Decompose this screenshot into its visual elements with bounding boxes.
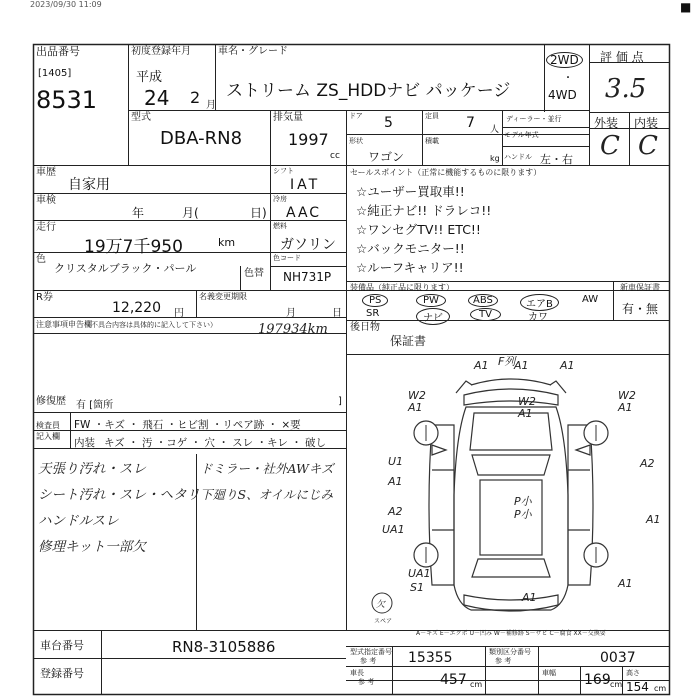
length-sub: 参 考 <box>358 678 375 686</box>
length-unit: cm <box>470 680 483 689</box>
length-label: 車長 <box>350 669 364 677</box>
name-change-month: 月 <box>286 308 296 319</box>
drive-4wd: 4WD <box>548 88 577 102</box>
equip-aw: AW <box>582 294 599 305</box>
mark-a1-rear-right: A1 <box>618 577 633 590</box>
inspector-label-bottom: 記入欄 <box>36 432 60 441</box>
mark-w2-right: W2 <box>618 389 636 402</box>
width-unit: cm <box>610 680 623 689</box>
remark: 修理キット一部欠 <box>38 539 146 555</box>
door-value: 5 <box>384 115 393 131</box>
mark-a1-left: A1 <box>408 401 423 414</box>
warranty-value: 有・無 <box>622 302 659 316</box>
remark: 天張り汚れ・スレ <box>38 461 146 477</box>
height-value: 154 <box>626 680 649 694</box>
rear-item-value: 保証書 <box>390 334 427 348</box>
mark-front-right: A1 <box>560 359 575 372</box>
width-value: 169 <box>584 672 611 688</box>
int-grade: C <box>638 131 658 161</box>
recycle-value: 12,220 <box>112 300 161 316</box>
remark: 下廻りS、オイルにじみ <box>200 487 333 502</box>
length-value: 457 <box>440 672 467 688</box>
sales-point: ☆純正ナビ!! ドラレコ!! <box>356 203 492 218</box>
score: 3.5 <box>605 74 647 104</box>
equip-kawa: カワ <box>528 312 548 323</box>
name-change-label: 名義変更期限 <box>199 292 247 301</box>
fuel-value: ガソリン <box>280 237 336 253</box>
history-label: 車歴 <box>36 167 56 178</box>
history-value: 自家用 <box>68 177 110 193</box>
sales-points-label: セールスポイント（正常に機能するものに限ります） <box>350 168 542 177</box>
inspector-label-top: 検査員 <box>36 421 60 430</box>
dealer-label: ディーラー・並行 <box>506 115 562 123</box>
car-name: ストリーム ZS_HDDナビ パッケージ <box>226 81 511 101</box>
sales-point: ☆バックモニター!! <box>356 241 465 256</box>
door-label: ドア <box>349 112 363 120</box>
chassis-label: 車台番号 <box>40 639 84 652</box>
color-value: クリスタルブラック・パール <box>54 262 197 275</box>
mark-roof-2: P小 <box>514 508 532 521</box>
sales-points-list <box>356 182 491 277</box>
drive-dot: ・ <box>563 73 573 84</box>
equip-pw: PW <box>416 294 446 307</box>
repair-value: 有 [箇所 <box>76 400 114 411</box>
recycle-label: R券 <box>36 292 53 303</box>
era: 平成 <box>136 70 163 85</box>
inspection-row-interior: キズ ・ 汚 ・コゲ ・ 穴 ・ スレ ・キレ ・ 破し <box>104 437 327 449</box>
inspection-month: 月( <box>182 206 199 220</box>
repair-close: ] <box>338 396 342 407</box>
cap-unit: 人 <box>490 125 500 135</box>
category-label: 類別区分番号 <box>489 648 531 656</box>
mark-front-center: A1 <box>514 359 529 372</box>
lot-sub: [1405] <box>38 68 72 79</box>
mark-s1-rear: S1 <box>410 581 424 594</box>
damage-legend: A－キズ E－エクボ U－凹み W－補修跡 S－サビ C－腐食 XX－交換要 <box>416 630 606 637</box>
mark-front-row: F列 <box>498 355 516 368</box>
cap-label: 定員 <box>425 112 439 120</box>
model-num-value: 15355 <box>408 650 453 666</box>
rear-item-label: 後日物 <box>350 322 380 333</box>
mark-a1-rear: A1 <box>522 591 537 604</box>
mark-a2-left: A2 <box>388 505 403 518</box>
warranty-label: 新車保証書 <box>620 283 660 292</box>
notes-sub: （不具合内容は具体的に記入して下さい） <box>84 321 217 329</box>
cc-unit: cc <box>330 151 340 161</box>
equip-navi: ナビ <box>416 308 450 325</box>
notes-label: 注意事項申告欄 <box>36 320 92 329</box>
reg-month: 2 <box>190 88 201 107</box>
mark-a1-side: A1 <box>388 475 403 488</box>
color-label: 色 <box>36 254 46 265</box>
handle-label: ハンドル <box>504 153 532 161</box>
equip-abs: ABS <box>468 294 498 307</box>
recycle-unit: 円 <box>174 308 184 319</box>
inspection-label: 車検 <box>36 195 56 206</box>
sales-point: ☆ユーザー買取車!! <box>356 184 465 199</box>
load-label: 積載 <box>425 137 439 145</box>
height-unit: cm <box>654 684 667 693</box>
name-change-day: 日 <box>332 308 342 319</box>
reg-year: 24 <box>144 86 170 110</box>
notes-handwritten: 197934km <box>258 322 328 337</box>
color-code-label: 色コード <box>273 254 301 262</box>
first-reg-label: 初度登録年月 <box>131 46 191 57</box>
damage-diagram <box>346 355 669 637</box>
remark: ドミラー・社外AWキズ <box>200 461 334 476</box>
sales-point: ☆ワンセグTV!! ETC!! <box>356 222 481 237</box>
category-value: 0037 <box>600 650 636 666</box>
repair-label: 修復歴 <box>36 396 66 407</box>
wheels <box>414 421 608 567</box>
shift-label: シフト <box>273 167 294 175</box>
car-outline <box>429 379 593 611</box>
mark-ua1-left: UA1 <box>382 523 405 536</box>
remark: ハンドルスレ <box>38 513 119 529</box>
mark-front-left: A1 <box>474 359 489 372</box>
width-label: 車幅 <box>542 669 556 677</box>
mileage-unit: km <box>218 236 236 249</box>
ac-value: AAC <box>286 205 322 221</box>
mark-a1-right-rear: A1 <box>646 513 661 526</box>
equip-tv: TV <box>470 308 501 321</box>
mark-w2-left: W2 <box>408 389 426 402</box>
corner-mark: ■ <box>680 0 692 14</box>
damage-marks <box>376 355 661 610</box>
model-label: 型式 <box>131 112 151 123</box>
mark-w2-hood: W2 <box>518 395 536 408</box>
mark-spare-missing: 欠 <box>376 600 386 610</box>
int-label: 内装 <box>634 116 659 130</box>
handle-value: 左・右 <box>540 153 573 166</box>
month-unit: 月 <box>206 100 216 111</box>
chassis-value: RN8-3105886 <box>172 638 276 656</box>
car-name-label: 車名・グレード <box>218 46 288 57</box>
shift-value: IAT <box>290 177 321 193</box>
mark-ua1-rear: UA1 <box>408 567 431 580</box>
equip-airbag: エアB <box>520 294 559 311</box>
mark-roof-1: P小 <box>514 495 532 508</box>
lot-number: 8531 <box>36 86 98 114</box>
fuel-label: 燃料 <box>273 222 287 230</box>
equip-ps: PS <box>362 294 388 307</box>
drive-2wd: 2WD <box>546 52 583 68</box>
color-code-value: NH731P <box>283 270 332 284</box>
category-sub: 参 考 <box>495 657 512 665</box>
mark-a1-hood: A1 <box>518 407 533 420</box>
cc-label: 排気量 <box>273 112 303 123</box>
cap-value: 7 <box>466 115 475 131</box>
height-label: 高さ <box>626 669 640 677</box>
inspection-year: 年 <box>132 206 145 220</box>
timestamp: 2023/09/30 11:09 <box>30 0 102 9</box>
spare-label: スペア <box>374 618 393 625</box>
equip-sr: SR <box>366 308 380 319</box>
lot-number-label: 出品番号 <box>36 45 80 58</box>
equipment-label: 装備品（純正品に限ります） <box>350 283 454 292</box>
mileage-label: 走行 <box>36 222 56 233</box>
model-year-label: モデル年式 <box>504 131 539 139</box>
mark-u1-left: U1 <box>388 455 404 468</box>
ext-grade: C <box>600 131 620 161</box>
model-num-label: 型式指定番号 <box>350 648 392 656</box>
mark-a1-right: A1 <box>618 401 633 414</box>
model-num-sub: 参 考 <box>360 657 377 665</box>
inspection-row-interior-label: 内装 <box>74 437 95 449</box>
model-value: DBA-RN8 <box>160 128 243 149</box>
remarks-right <box>200 456 334 508</box>
shape-value: ワゴン <box>368 150 405 164</box>
sales-point: ☆ルーフキャリア!! <box>356 260 464 275</box>
color-change-label: 色替 <box>244 268 264 279</box>
load-unit: kg <box>490 154 500 163</box>
ext-label: 外装 <box>594 116 619 130</box>
mileage-value: 19万7千950 <box>84 237 183 257</box>
score-label: 評 価 点 <box>600 50 644 64</box>
shape-label: 形状 <box>349 137 363 145</box>
wheel-spokes <box>426 425 596 563</box>
mark-a2-right: A2 <box>640 457 655 470</box>
inspection-day: 日) <box>250 206 267 220</box>
ac-label: 冷房 <box>273 195 287 203</box>
remarks-left <box>38 456 200 560</box>
remark: シート汚れ・スレ・ヘタリ <box>38 487 200 503</box>
inspection-row-exterior: FW ・キズ ・ 飛石 ・ヒビ割 ・リペア跡 ・ ×要 <box>74 419 301 431</box>
registration-label: 登録番号 <box>40 667 84 680</box>
cc-value: 1997 <box>288 130 329 149</box>
